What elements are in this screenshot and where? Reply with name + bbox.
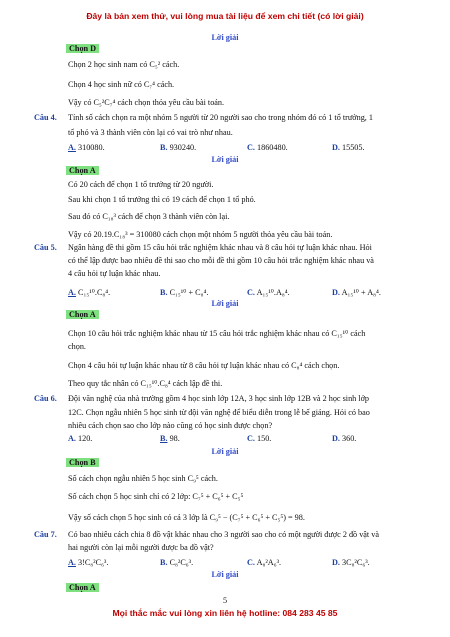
solution-heading: Lời giải (211, 155, 239, 164)
solution-line: Chọn 10 câu hỏi trắc nghiệm khác nhau từ 15 câu hỏi trắc nghiệm khác nhau có C₁₅¹⁰ cách (68, 329, 366, 338)
question-text: 4 câu hỏi tự luận khác nhau. (68, 269, 161, 278)
answer-option: A. 310080. (68, 143, 105, 152)
solution-line: Vậy có C₅²C₇⁴ cách chọn thỏa yêu cầu bài toán. (68, 98, 225, 107)
answer-badge: Chọn B (66, 458, 99, 467)
answer-badge: Chọn D (66, 44, 99, 53)
solution-line: Chọn 2 học sinh nam có C₅² cách. (68, 60, 180, 69)
solution-line: Chọn 4 học sinh nữ có C₇⁴ cách. (68, 80, 175, 89)
answer-option: C. A₈²A₆³. (247, 558, 282, 567)
preview-banner: Đây là bản xem thử, vui lòng mua tài liệu để xem chi tiết (có lời giải) (86, 11, 364, 21)
page-number: 5 (222, 596, 228, 605)
question-text: Đội văn nghệ của nhà trường gồm 4 học sinh lớp 12A, 3 học sinh lớp 12B và 2 học sinh lớp (68, 394, 370, 403)
question-text: 12C. Chọn ngẫu nhiên 5 học sinh từ đội văn nghệ để biểu diễn trong lễ bế giảng. Hỏi có bao (68, 408, 370, 417)
question-label: Câu 5. (34, 243, 57, 252)
answer-option: D. A₁₅¹⁰ + A₈⁴. (332, 288, 381, 297)
answer-option: A. 3!C₈²C₆³. (68, 558, 109, 567)
answer-option: B. 98. (160, 434, 180, 443)
solution-line: chọn. (68, 342, 86, 351)
question-label: Câu 7. (34, 530, 57, 539)
question-text: hai người còn lại mỗi người được ba đồ vật? (68, 543, 214, 552)
question-text: có thể lập được bao nhiêu đề thi sao cho mỗi đề thi gồm 10 câu hỏi trắc nghiệm khác nhau và (68, 256, 374, 265)
answer-badge: Chọn A (66, 310, 99, 319)
solution-heading: Lời giải (211, 447, 239, 456)
answer-option: D. 15505. (332, 143, 365, 152)
question-text: Tính số cách chọn ra một nhóm 5 người từ 20 người sao cho trong nhóm đó có 1 tổ trưởng, 1 (68, 113, 373, 122)
question-text: Có bao nhiêu cách chia 8 đồ vật khác nhau cho 3 người sao cho có một người được 2 đồ vật và (68, 530, 379, 539)
solution-heading: Lời giải (211, 570, 239, 579)
solution-line: Theo quy tắc nhân có C₁₅¹⁰.C₈⁴ cách lập đề thi. (68, 379, 223, 388)
question-text: Ngân hàng đề thi gồm 15 câu hỏi trắc nghiệm khác nhau và 8 câu hỏi tự luận khác nhau. Hỏi (68, 243, 372, 252)
answer-option: A. 120. (68, 434, 93, 443)
solution-heading: Lời giải (211, 33, 239, 42)
answer-badge: Chọn A (66, 166, 99, 175)
answer-option: B. C₁₅¹⁰ + C₈⁴. (160, 288, 209, 297)
answer-option: D. 3C₈²C₆³. (332, 558, 370, 567)
solution-line: Số cách chọn ngẫu nhiên 5 học sinh C₉⁵ cách. (68, 474, 218, 483)
solution-line: Sau đó có C₁₈³ cách để chọn 3 thành viên còn lại. (68, 212, 230, 221)
solution-line: Số cách chọn 5 học sinh chỉ có 2 lớp: C₇⁵ + C₆⁵ + C₅⁵ (68, 492, 244, 501)
question-label: Câu 4. (34, 113, 57, 122)
answer-option: C. 150. (247, 434, 272, 443)
solution-line: Sau khi chọn 1 tổ trưởng thì có 19 cách để chọn 1 tổ phó. (68, 195, 256, 204)
answer-option: A. C₁₅¹⁰.C₈⁴. (68, 288, 111, 297)
hotline-footer: Mọi thắc mắc vui lòng xin liên hệ hotline: 084 283 45 85 (112, 608, 338, 618)
solution-line: Vậy có 20.19.C₁₈³ = 310080 cách chọn một nhóm 5 người thỏa yêu cầu bài toán. (68, 230, 333, 239)
answer-option: B. 930240. (160, 143, 197, 152)
answer-option: B. C₈²C₆³. (160, 558, 194, 567)
solution-heading: Lời giải (211, 299, 239, 308)
solution-line: Vậy số cách chọn 5 học sinh có cả 3 lớp là C₉⁵ − (C₇⁵ + C₆⁵ + C₅⁵) = 98. (68, 513, 305, 522)
solution-line: Có 20 cách để chọn 1 tổ trưởng từ 20 người. (68, 180, 214, 189)
question-label: Câu 6. (34, 394, 57, 403)
answer-option: C. A₁₅¹⁰.A₈⁴. (247, 288, 290, 297)
answer-option: C. 1860480. (247, 143, 288, 152)
answer-badge: Chọn A (66, 583, 99, 592)
answer-option: D. 360. (332, 434, 357, 443)
question-text: nhiêu cách chọn sao cho lớp nào cũng có học sinh được chọn? (68, 421, 273, 430)
question-text: tổ phó và 3 thành viên còn lại có vai trò như nhau. (68, 128, 233, 137)
solution-line: Chọn 4 câu hỏi tự luận khác nhau từ 8 câu hỏi tự luận khác nhau có C₈⁴ cách chọn. (68, 361, 340, 370)
